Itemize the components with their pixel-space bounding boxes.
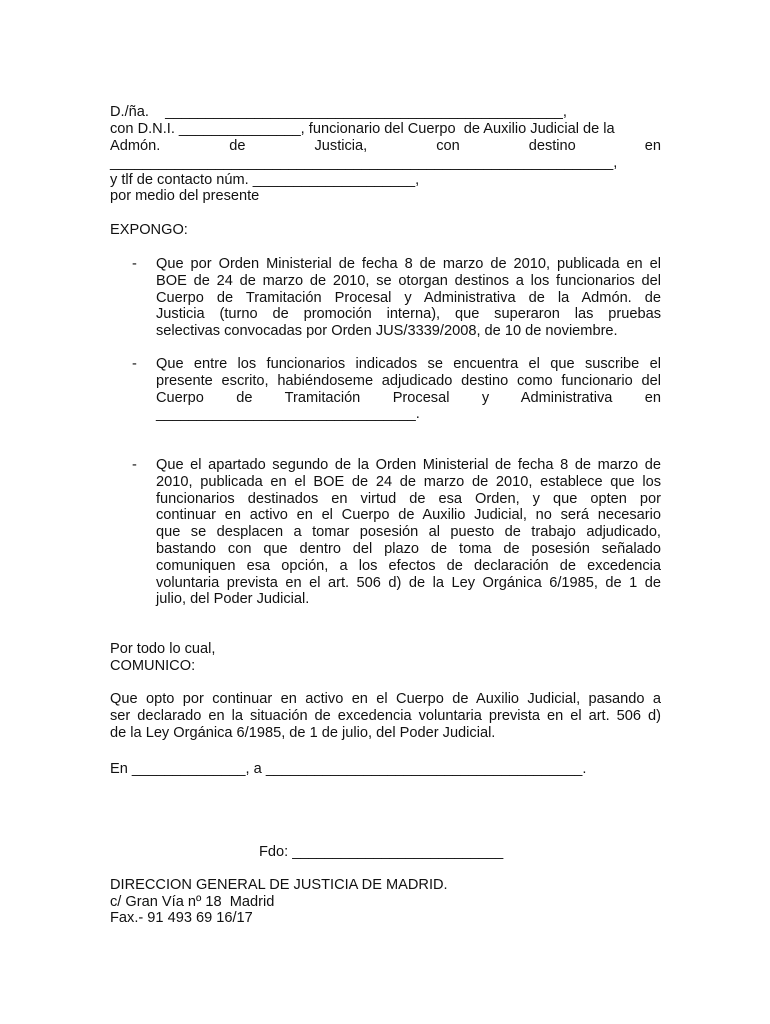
header-word: con: [436, 138, 460, 154]
expongo-heading: EXPONGO:: [110, 222, 188, 238]
bullet-line: 2010, publicada en el BOE de 24 de marzo de 2010, establece que los: [156, 473, 661, 490]
signature-line: Fdo: __________________________: [259, 844, 504, 860]
header-line-destino-blank: ______________________________________________________________,: [110, 155, 618, 171]
bullet-paragraph-1: [156, 256, 661, 340]
header-word: Justicia,: [314, 138, 368, 154]
statement-line: de la Ley Orgánica 6/1985, de 1 de julio, del Poder Judicial.: [110, 724, 496, 741]
por-todo-lo-cual: Por todo lo cual,: [110, 641, 216, 657]
bullet-dash: -: [132, 356, 137, 372]
header-line-name: D./ña. _________________________________________________,: [110, 104, 567, 120]
header-line-presente: por medio del presente: [110, 188, 260, 204]
header-line-phone: y tlf de contacto núm. ____________________,: [110, 172, 420, 188]
bullet-line: BOE de 24 de marzo de 2010, se otorgan destinos a los funcionarios del: [156, 272, 661, 289]
bullet-line: selectivas convocadas por Orden JUS/3339/2008, de 10 de noviembre.: [156, 323, 618, 340]
header-line-dni: con D.N.I. _______________, funcionario del Cuerpo de Auxilio Judicial de la: [110, 121, 615, 137]
bullet-line: que se desplacen a tomar posesión al puesto de trabajo adjudicado,: [156, 524, 661, 541]
bullet-line: Que entre los funcionarios indicados se encuentra el que suscribe el: [156, 356, 661, 372]
address-org: DIRECCION GENERAL DE JUSTICIA DE MADRID.: [110, 877, 448, 893]
bullet-line: Cuerpo de Tramitación Procesal y Administrativa de la Admón. de: [156, 289, 661, 306]
bullet-line: comuniquen esa opción, a los efectos de declaración de excedencia: [156, 557, 661, 574]
bullet-line: Que por Orden Ministerial de fecha 8 de marzo de 2010, publicada en el: [156, 256, 661, 272]
bullet-line: continuar en activo en el Cuerpo de Auxilio Judicial, no será necesario: [156, 507, 661, 524]
bullet-line: Cuerpo de Tramitación Procesal y Administrativa en: [156, 389, 661, 406]
bullet-line: bastando con que dentro del plazo de toma de posesión señalado: [156, 540, 661, 557]
header-line-admon: [110, 138, 661, 155]
bullet-line: julio, del Poder Judicial.: [156, 591, 310, 608]
place-date-line: En ______________, a _______________________________________.: [110, 761, 587, 777]
bullet-dash: -: [132, 457, 137, 473]
bullet-line: Que el apartado segundo de la Orden Ministerial de fecha 8 de marzo de: [156, 457, 661, 473]
header-word: Admón.: [110, 138, 161, 154]
bullet-paragraph-2: [156, 356, 661, 423]
bullet-dash: -: [132, 256, 137, 272]
header-word: de: [229, 138, 246, 154]
comunico-heading: COMUNICO:: [110, 658, 196, 674]
bullet-paragraph-3: [156, 457, 661, 608]
address-street: c/ Gran Vía nº 18 Madrid: [110, 894, 275, 910]
bullet-line: ________________________________.: [156, 406, 420, 423]
statement-line: Que opto por continuar en activo en el Cuerpo de Auxilio Judicial, pasando a: [110, 691, 661, 707]
header-word: en: [644, 138, 661, 154]
statement-paragraph: [110, 691, 661, 741]
statement-line: ser declarado en la situación de excedencia voluntaria prevista en el art. 506 d): [110, 707, 661, 724]
bullet-line: Justicia (turno de promoción interna), que superaron las pruebas: [156, 306, 661, 323]
address-fax: Fax.- 91 493 69 16/17: [110, 910, 253, 926]
bullet-line: voluntaria prevista en el art. 506 d) de la Ley Orgánica 6/1985, de 1 de: [156, 574, 661, 591]
header-word: destino: [528, 138, 576, 154]
bullet-line: presente escrito, habiéndoseme adjudicado destino como funcionario del: [156, 372, 661, 389]
bullet-line: funcionarios destinados en virtud de esa Orden, y que opten por: [156, 490, 661, 507]
